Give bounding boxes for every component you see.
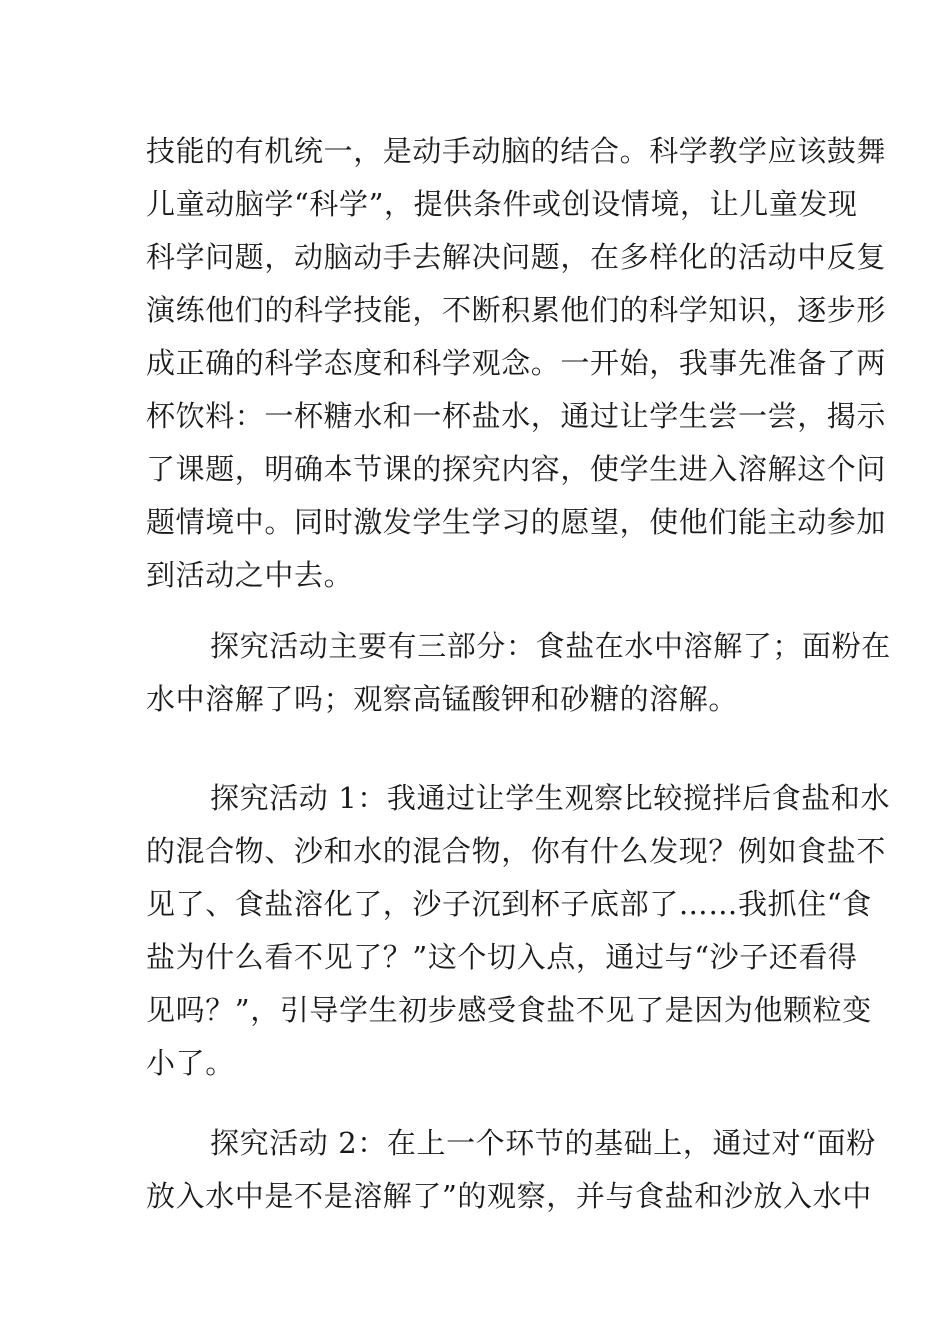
text-line: 水中溶解了吗；观察高锰酸钾和砂糖的溶解。 [146, 682, 739, 716]
text-line: 的混合物、沙和水的混合物，你有什么发现？例如食盐不 [146, 834, 887, 868]
text-line: 到活动之中去。 [146, 558, 354, 592]
paragraph-science-teaching [146, 125, 887, 602]
text-line: 儿童动脑学“科学”，提供条件或创设情境，让儿童发现 [146, 187, 858, 221]
text-line: 放入水中是不是溶解了”的观察，并与食盐和沙放入水中 [146, 1179, 872, 1213]
text-line: 盐为什么看不见了？”这个切入点，通过与“沙子还看得 [146, 940, 858, 974]
paragraph-activity-overview [146, 620, 891, 726]
text-line: 探究活动 2：在上一个环节的基础上，通过对“面粉 [210, 1126, 876, 1160]
text-line: 探究活动 1：我通过让学生观察比较搅拌后食盐和水 [210, 781, 891, 815]
text-line: 科学问题，动脑动手去解决问题，在多样化的活动中反复 [146, 240, 887, 274]
text-line: 见吗？”，引导学生初步感受食盐不见了是因为他颗粒变 [146, 993, 872, 1027]
paragraph-activity-2 [146, 1117, 876, 1223]
text-line: 探究活动主要有三部分：食盐在水中溶解了；面粉在 [210, 629, 891, 663]
text-line: 杯饮料：一杯糖水和一杯盐水，通过让学生尝一尝，揭示 [146, 399, 887, 433]
text-line: 技能的有机统一，是动手动脑的结合。科学教学应该鼓舞 [146, 134, 887, 168]
text-line: 演练他们的科学技能，不断积累他们的科学知识，逐步形 [146, 293, 887, 327]
text-line: 见了、食盐溶化了，沙子沉到杯子底部了……我抓住“食 [146, 887, 872, 921]
paragraph-activity-1 [146, 772, 891, 1090]
text-line: 成正确的科学态度和科学观念。一开始，我事先准备了两 [146, 346, 887, 380]
text-line: 小了。 [146, 1046, 235, 1080]
text-line: 题情境中。同时激发学生学习的愿望，使他们能主动参加 [146, 505, 887, 539]
text-line: 了课题，明确本节课的探究内容，使学生进入溶解这个问 [146, 452, 887, 486]
